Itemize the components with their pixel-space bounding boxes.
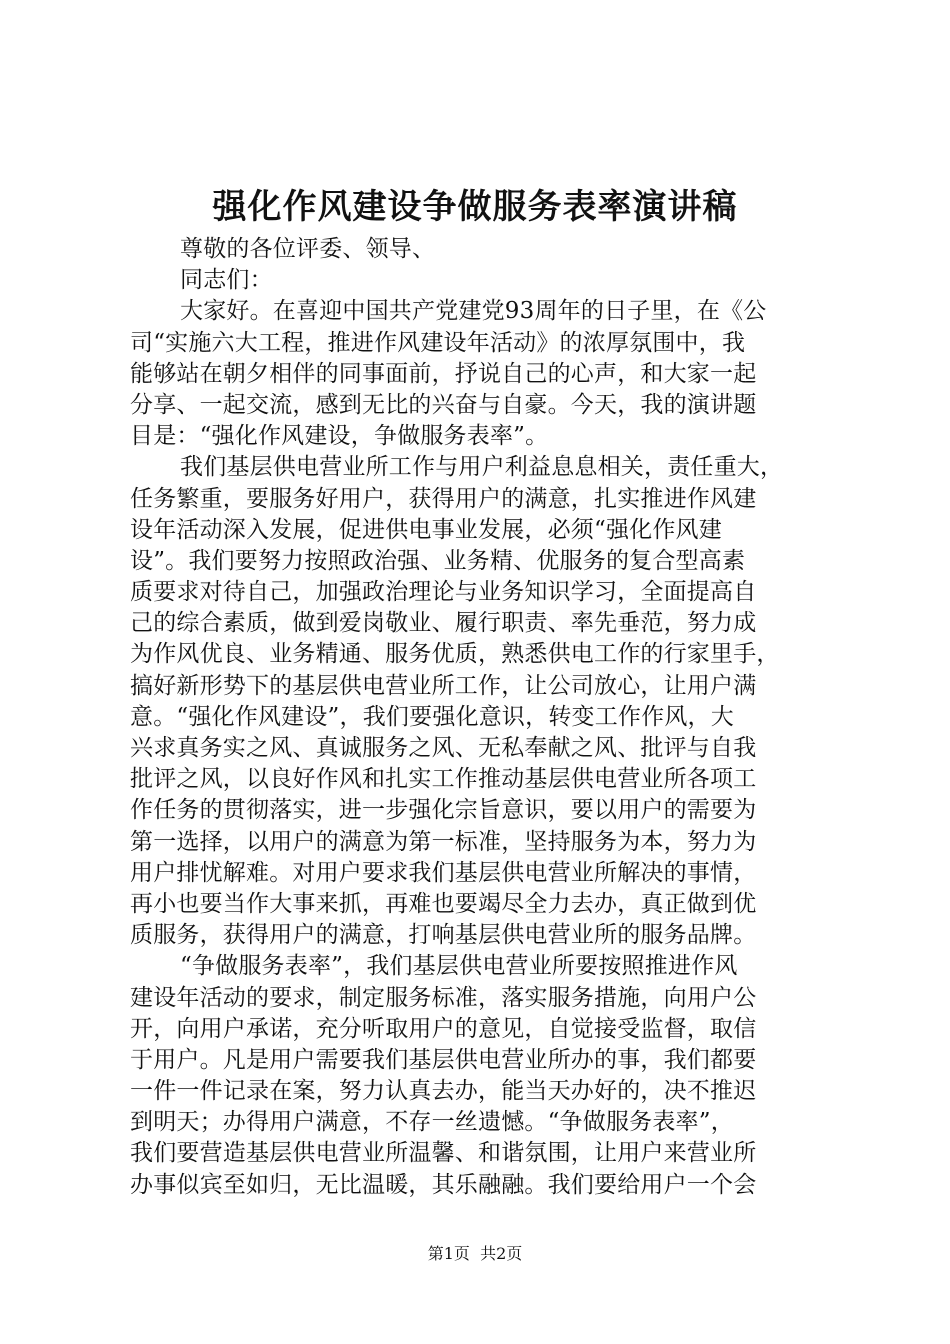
text-line: 搞好新形势下的基层供电营业所工作，让公司放心，让用户满 <box>130 672 757 699</box>
text-line: 分享、一起交流，感到无比的兴奋与自豪。今天，我的演讲题 <box>130 391 757 418</box>
text-line: 意。“强化作风建设”，我们要强化意识，转变工作作风，大 <box>130 703 734 730</box>
text-line: 开，向用户承诺，充分听取用户的意见，自觉接受监督，取信 <box>130 1015 757 1042</box>
text-line: 再小也要当作大事来抓，再难也要竭尽全力去办，真正做到优 <box>130 890 757 917</box>
page-number: 第1页 <box>427 1244 470 1263</box>
document-body <box>130 234 834 1201</box>
text-line: 大家好。在喜迎中国共产党建党93周年的日子里，在《公 <box>180 298 767 325</box>
text-line: 己的综合素质，做到爱岗敬业、履行职责、率先垂范，努力成 <box>130 610 757 637</box>
text-line: 能够站在朝夕相伴的同事面前，抒说自己的心声，和大家一起 <box>130 360 757 387</box>
text-line: 质服务，获得用户的满意，打响基层供电营业所的服务品牌。 <box>130 922 757 949</box>
text-line: 我们要营造基层供电营业所温馨、和谐氛围，让用户来营业所 <box>130 1140 757 1167</box>
text-line: 兴求真务实之风、真诚服务之风、无私奉献之风、批评与自我 <box>130 735 757 761</box>
text-line: 设”。我们要努力按照政治强、业务精、优服务的复合型高素 <box>130 547 746 574</box>
text-line: 第一选择，以用户的满意为第一标准，坚持服务为本，努力为 <box>130 828 757 855</box>
page-footer <box>0 1244 950 1264</box>
text-line: 于用户。凡是用户需要我们基层供电营业所办的事，我们都要 <box>130 1046 757 1073</box>
text-line: 尊敬的各位评委、领导、 <box>180 236 436 262</box>
text-line: 一件一件记录在案，努力认真去办，能当天办好的，决不推迟 <box>130 1078 757 1105</box>
page-total: 共2页 <box>480 1244 523 1263</box>
text-line: 用户排忧解难。对用户要求我们基层供电营业所解决的事情， <box>130 859 757 886</box>
text-line: 为作风优良、业务精通、服务优质，熟悉供电工作的行家里手， <box>130 641 780 668</box>
text-line: “争做服务表率”，我们基层供电营业所要按照推进作风 <box>180 953 738 980</box>
text-line: 建设年活动的要求，制定服务标准，落实服务措施，向用户公 <box>130 984 757 1011</box>
text-line: 任务繁重，要服务好用户，获得用户的满意，扎实推进作风建 <box>130 485 757 512</box>
text-line: 作任务的贯彻落实，进一步强化宗旨意识，要以用户的需要为 <box>130 797 757 824</box>
text-line: 同志们： <box>180 267 273 294</box>
text-line: 批评之风，以良好作风和扎实工作推动基层供电营业所各项工 <box>130 766 757 793</box>
text-line: 目是：“强化作风建设，争做服务表率”。 <box>130 423 549 450</box>
text-line: 办事似宾至如归，无比温暖，其乐融融。我们要给用户一个会 <box>130 1171 757 1198</box>
document-title: 强化作风建设争做服务表率演讲稿 <box>212 187 738 227</box>
text-line: 司“实施六大工程，推进作风建设年活动》的浓厚氛围中，我 <box>130 329 746 356</box>
text-line: 到明天；办得用户满意，不存一丝遗憾。“争做服务表率”， <box>130 1109 734 1136</box>
text-line: 我们基层供电营业所工作与用户利益息息相关，责任重大， <box>180 454 784 481</box>
text-line: 设年活动深入发展，促进供电事业发展，必须“强化作风建 <box>130 516 722 543</box>
text-line: 质要求对待自己，加强政治理论与业务知识学习，全面提高自 <box>130 579 757 606</box>
